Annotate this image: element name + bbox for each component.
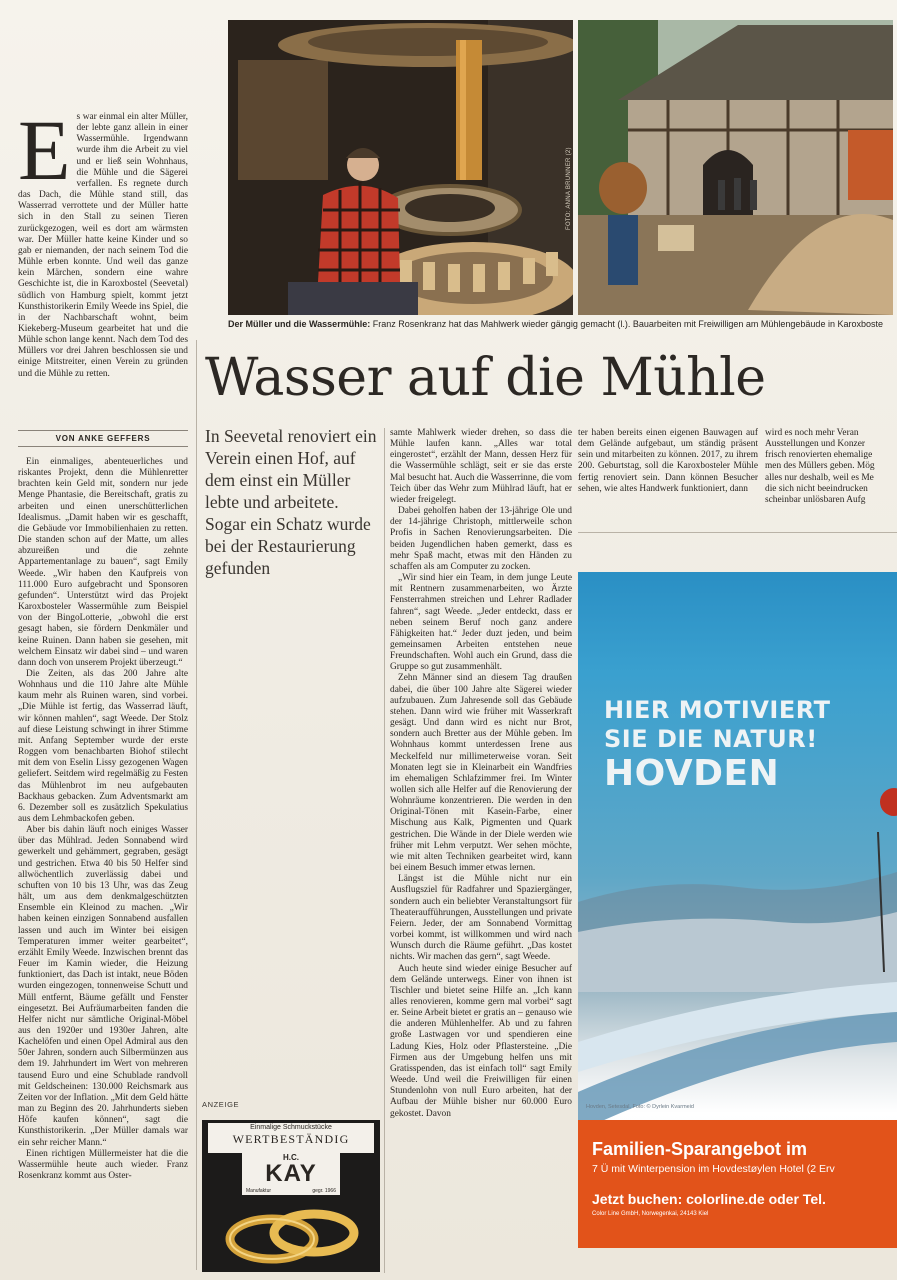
paragraph: Längst ist die Mühle nicht nur ein Ausflugsziel für Radfahrer und Spaziergänger, sondern auch ein beliebter Veranstaltungsort für Theateraufführungen, Ausstellungen und private Feiern. Jeder, der am Sonnabend Vormittag vorbei kommt, ist willkommen und wird nach Wunsch durch die Räume geführt. „Das kostet nichts. Wir machen das gern“, sagt Weede. [390, 874, 572, 963]
photo-miller-gear [228, 20, 573, 315]
text-line: scheinbar unlösbaren Aufg [765, 494, 866, 505]
caption-lead: Der Müller und die Wassermühle: [228, 319, 371, 329]
logo-subline [246, 1188, 336, 1194]
paragraph: Ein einmaliges, abenteuerliches und riskantes Projekt, denn die Mühlenretter brachten kein Geld mit, sondern nur jede Menge Phantasie, die Bereitschaft, gratis zu arbeiten und einen unerschütterlichen Idealismus. „Damit haben wir es geschafft, die Gebäude vor Immobilienhaien zu retten. Die standen schon auf der Matte, um alles abzureißen und die zehnte Appartementanlage zu bauen“, sagt Emily Weede. „Wir haben den Kaufpreis von 111.000 Euro aufgebracht und Sponsoren gefunden“. Unterstützt wird das Projekt Karoxbosteler Wassermühle zum Beispiel von der BingoLotterie, „obwohl die erst gesagt haben, sie fördern Denkmäler und keine Ruinen. Dann haben sie gesehen, mit welchem Einsatz wir dabei sind – und waren dann doch von unserem Projekt überzeugt.“ [18, 457, 188, 668]
offer-title: Familien-Sparangebot im [592, 1139, 808, 1159]
paragraph: Aber bis dahin läuft noch einiges Wasser über das Mühlrad. Jeden Sonnabend wird gewerkelt und gehämmert, gegraben, gesägt und gestrichen. Etwa 40 bis 50 Helfer sind allwöchentlich zuverlässig dabei und schuften von 10 bis 13 Uhr, was das Zeug hält, um aus dem denkmalgeschützten Ensemble ein Kleinod zu machen. „Wir haben keinen einzigen Sonnabend ausfallen lassen und auch im Winter bei eisigen Temperaturen immer weiter gearbeitet“, erzählt Emily Weede. Inzwischen brennt das Feuer im Kamin wieder, die Heizung funktioniert, das Dach ist intakt, neue Böden wurden eingezogen, tonnenweise Schutt und Müll entfernt, Bäume gefällt und Fenster eingesetzt. Bei Aufräumarbeiten fanden die Helfer nicht nur sämtliche Original-Möbel aus den 1920er und 1930er Jahren, alte Kachelöfen und einen Opel Admiral aus den 50er Jahren, sondern auch Silbermünzen aus dem 19. Jahrhundert im Wert von mehreren tausend Euro und eine Schublade randvoll mit Geldscheinen: 130.000 Reichsmark aus Zeiten vor der Inflation. „Mit dem Geld hätte man zu Beginn des 20. Jahrhunderts sieben Höfe kaufen können“, sagt die Kunsthistorikerin. „Der Müller damals war ein sehr reicher Mann.“ [18, 825, 188, 1148]
photo-credit: FOTO: ANNA BRUNNER (2) [566, 147, 572, 230]
photo-farmhouse [578, 20, 893, 315]
intro-paragraph: s war einmal ein alter Müller, der lebte ganz allein in einer Wassermühle. Irgendwann wurde ihm die Arbeit zu viel und er ließ sein Wohnhaus, die Mühle und die Sägerei verfallen. Es regnete durch das Dach, die Mühle stand still, das Wasserrad verrottete und der Müller hatte sich in den Stall zu seinen Tieren zurückgezogen, weil es dort am wärmsten war. Der Müller hatte keine Kinder und so gab er niemanden, der nach seinem Tod die Mühle erben konnte. Und weil das ganze kein Märchen, sondern eine wahre Geschichte ist, die in Karoxbostel (Seevetal) südlich von Hamburg spielt, kommt jetzt Kunsthistorikerin Emily Weede ins Spiel, die in der Nachbarschaft wohnt, beim Kiekeberg-Museum gearbeitet hat und die Mühle schon lange kennt. Nach dem Tod des Müllers vor drei Jahren beschlossen sie und einige Mitstreiter, einen Verein zu gründen und die Mühle zu retten. [18, 112, 188, 379]
paragraph: Auch heute sind wieder einige Besucher auf dem Gelände unterwegs. Einer von ihnen ist Tischler und bietet seine Hilfe an. „Ich kann alles renovieren, komme gern mal vorbei“ sagt er. Seine Arbeit bietet er gratis an – genauso wie die anderen Mühlenhelfer. Ab und zu fahren große Lastwagen vor und spendieren eine Ladung Kies, Holz oder Pflastersteine. „Die Firmen aus der Umgebung helfen uns mit Gratisspenden, das ist einfach toll“ sagt Emily Weede. Und weil die Freiwilligen für einen Stundenlohn von null Euro arbeiten, hat der Aufbau der Mühle bisher nur 60.000 Euro gekostet. Davon [390, 963, 572, 1119]
miller-photo-illustration [228, 20, 573, 315]
ad-line-2: SIE DIE NATUR! [604, 725, 818, 753]
logo-initials: H.C. [283, 1153, 299, 1162]
ad-offer-band [578, 1120, 897, 1248]
subheadline: In Seevetal renoviert ein Verein einen Hof, auf dem einst ein Müller lebte und arbeitete. Sogar ein Schatz wurde bei der Restaurierung gefunden [205, 426, 377, 578]
paragraph: Die Zeiten, als das 200 Jahre alte Wohnhaus und die 110 Jahre alte Mühle kaum mehr als Ruinen waren, sind vorbei. „Die Mühle ist fertig, das Wasserrad läuft, wir können mahlen“, sagt Weede. Der Stolz auf diese Leistung schwingt in ihrer Stimme mit. Anfang September wurde der erste Roggen vom benachbarten Biohof stilecht mit dem von Eselin Lissy gezogenen Wagen geliefert. Seitdem wird regelmäßig zu Festen das Mühlenbrot im neu aufgebauten Backhaus gebacken. Zum Adventsmarkt am 6. Dezember soll es zusätzlich Spekulatius aus dem Lehmbackofen geben. [18, 668, 188, 824]
ad-headline [604, 696, 831, 794]
caption-text: Franz Rosenkranz hat das Mahlwerk wieder gängig gemacht (l.). Bauarbeiten mit Freiwilligen am Mühlengebäude in Karoxboste [372, 319, 883, 329]
ad-line-1: HIER MOTIVIERT [604, 696, 831, 724]
jewelry-ad[interactable] [202, 1120, 380, 1272]
logo-right-text: gegr. 1966 [312, 1188, 336, 1194]
article-column-3 [390, 428, 572, 1120]
paragraph: „Wir sind hier ein Team, in dem junge Leute mit Rentnern zusammenarbeiten, wo Ärzte Fensterrahmen streichen und Lehrer Radlader fahren“, sagt Weede. „Jeder entdeckt, dass er neben seinem Beruf noch ganz andere Fähigkeiten hat.“ Jeder duzt jeden, und beim gemeinsamen Arbeiten entstehen neue Freundschaften. Wohl auch ein Grund, dass die Gruppe so gut zusammenhält. [390, 573, 572, 673]
booking-cta[interactable]: Jetzt buchen: colorline.de oder Tel. [592, 1191, 826, 1207]
ad-header [208, 1123, 374, 1153]
paragraph: samte Mahlwerk wieder drehen, so dass die Mühle laufen kann. „Alles war total eingerostet“, erzählt der Mann, dessen Herz für die Wassermühle schlägt, seit er sie das erste Mal besucht hat. Auch die Wasserrinne, die vom Teich über das Wehr zum Mühlrad läuft, hat er wieder freigelegt. [390, 428, 572, 505]
farmhouse-photo-illustration [578, 20, 893, 315]
ad-title: WERTBESTÄNDIG [232, 1132, 350, 1146]
company-address: Color Line GmbH, Norwegenkai, 24143 Kiel [592, 1211, 709, 1217]
offer-subtitle: 7 Ü mit Winterpension im Hovdestøylen Hotel (2 Erv [592, 1163, 835, 1175]
article-column-1 [18, 457, 188, 1182]
headline: Wasser auf die Mühle [205, 348, 766, 408]
text-line: frisch renovierten ehemalige [765, 450, 873, 461]
intro-column [18, 102, 188, 380]
paragraph: ter haben bereits einen eigenen Bauwagen auf dem Gelände aufgebaut, um ständig präsent sein und mitarbeiten zu können. 2017, zu ihrem 200. Geburtstag, soll die Karoxbosteler Mühle fertig renoviert sein. Dann können Besucher sehen, wie altes Handwerk funktioniert, dann [578, 428, 758, 494]
ad-photo-credit: Hovden, Setesdal, Foto: © Dyrlein Kvarmeid [586, 1104, 694, 1110]
logo-left-text: Manufaktur [246, 1188, 272, 1194]
article-column-5 [765, 428, 897, 506]
text-line: die sich nicht beeindrucken [765, 483, 868, 494]
text-line: Ausstellungen und Konzer [765, 439, 865, 450]
logo-brand: KAY [265, 1160, 317, 1187]
text-line: wird es noch mehr Veran [765, 428, 859, 438]
article-column-4 [578, 428, 758, 495]
travel-ad[interactable] [578, 572, 897, 1248]
gold-rings-icon [222, 1205, 362, 1265]
paragraph: Dabei geholfen haben der 13-jährige Ole und der 14-jährige Christoph, mittlerweile schon Profis in Sachen Renovierungsarbeiten. Die beiden Jugendlichen haben gemerkt, dass es mehr Spaß macht, etwas mit den Händen zu schaffen als am Computer zu zocken. [390, 506, 572, 572]
photo-caption [228, 319, 897, 333]
paragraph: Einen richtigen Müllermeister hat die die Wassermühle heute auch wieder. Franz Rosenkranz kommt aus Oster- [18, 1148, 188, 1181]
text-line: men des Müllers geben. Mög [765, 461, 875, 472]
ad-line-3: HOVDEN [604, 753, 780, 794]
text-line: alles nur deshalb, weil es Me [765, 472, 874, 483]
column-divider [196, 340, 197, 1270]
drop-cap: E [18, 102, 71, 198]
column-divider [384, 428, 385, 1273]
ad-tagline: Einmalige Schmuckstücke [250, 1124, 332, 1131]
ad-label: ANZEIGE [202, 1100, 240, 1109]
paragraph: Zehn Männer sind an diesem Tag draußen dabei, die über 100 Jahre alte Sägerei wieder aufzubauen. Zum Jahresende soll das Gebäude stehen. Dann wird wie früher mit Wasserkraft gesägt. Und dann wird es nicht nur Brot, sondern auch Bretter aus der Mühle geben. Im Wohnhaus kommt unterdessen Irene aus Meckelfeld nur millimeterweise voran. Seit Monaten legt sie in Kleinarbeit ein Wandfries im ehemaligen Schlafzimmer frei. Im Winter wollen sich alle Helfer auf die Renovierung der Wohnräume konzentrieren. Die werden in den Original-Tönen mit Kasein-Farbe, einer Mischung aus Kalk, Pigmenten und Quark gestrichen. Die Wände in der Diele werden wie früher mit Lehm verputzt. Wer sehen möchte, wie mit alten Techniken gearbeitet wird, kann bei einem Besuch immer etwas lernen. [390, 673, 572, 874]
byline: VON ANKE GEFFERS [18, 430, 188, 447]
section-divider [578, 532, 897, 533]
kay-logo [242, 1153, 340, 1195]
